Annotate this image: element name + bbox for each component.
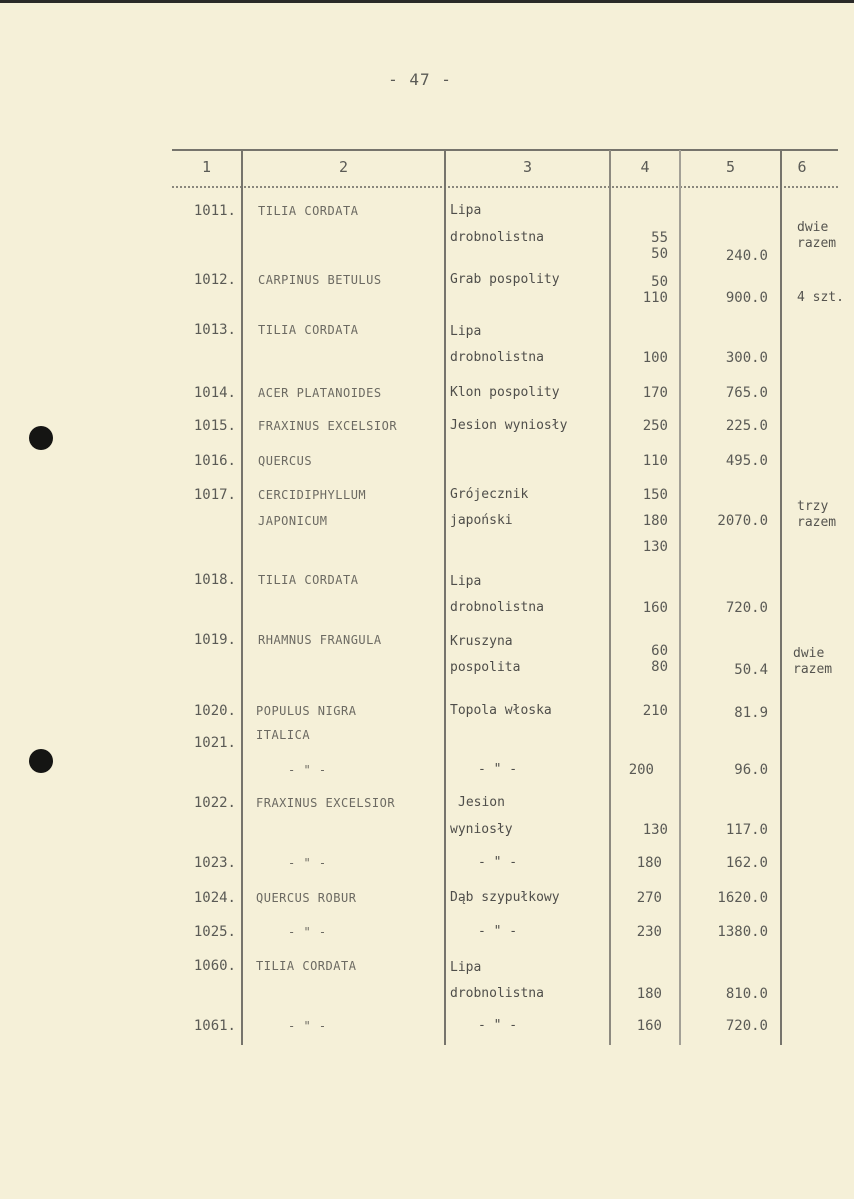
polish-name: Lipa <box>450 960 482 975</box>
polish-name: drobnolistna <box>450 600 544 615</box>
remark: trzy <box>797 499 829 514</box>
latin-name: QUERCUS <box>258 454 313 468</box>
latin-name: JAPONICUM <box>258 514 328 528</box>
remark: dwie <box>793 646 825 661</box>
polish-name: japoński <box>450 513 513 528</box>
latin-name: QUERCUS ROBUR <box>256 891 357 905</box>
row-number: 1013. <box>193 322 236 338</box>
value-cell: 1380.0 <box>717 924 768 940</box>
remark: 4 szt. <box>797 290 844 305</box>
value-cell: 240.0 <box>725 248 768 264</box>
latin-name: ACER PLATANOIDES <box>258 386 382 400</box>
latin-name: FRAXINUS EXCELSIOR <box>256 796 396 810</box>
height-value: 200 <box>628 762 654 778</box>
value-cell: 96.0 <box>734 762 768 778</box>
value-cell: 2070.0 <box>717 513 768 529</box>
ditto-mark: - " - <box>478 924 518 939</box>
height-value: 230 <box>636 924 662 940</box>
polish-name: Kruszyna <box>450 634 513 649</box>
latin-name: POPULUS NIGRA <box>256 704 357 718</box>
header-col-6: 6 <box>797 158 807 176</box>
value-cell: 495.0 <box>725 453 768 469</box>
row-number: 1011. <box>193 203 236 219</box>
height-value: 150 <box>642 487 668 503</box>
row-number: 1014. <box>193 385 236 401</box>
height-value: 55 <box>651 230 668 246</box>
row-number: 1012. <box>193 272 236 288</box>
height-value: 60 <box>651 643 668 659</box>
page-number: - 47 - <box>388 70 452 89</box>
polish-name: Grójecznik <box>450 487 529 502</box>
polish-name: drobnolistna <box>450 350 544 365</box>
header-col-4: 4 <box>640 158 650 176</box>
height-value: 180 <box>642 513 668 529</box>
ditto-mark: - " - <box>288 763 327 777</box>
polish-name: Jesion wyniosły <box>450 418 568 433</box>
remark: razem <box>793 662 833 677</box>
remark: razem <box>797 236 837 251</box>
ditto-mark: - " - <box>288 856 327 870</box>
value-cell: 720.0 <box>725 1018 768 1034</box>
row-number: 1025. <box>193 924 236 940</box>
header-col-5: 5 <box>725 158 736 176</box>
height-value: 180 <box>636 855 662 871</box>
polish-name: drobnolistna <box>450 986 544 1001</box>
polish-name: Dąb szypułkowy <box>450 890 560 905</box>
height-value: 210 <box>642 703 668 719</box>
latin-name: TILIA CORDATA <box>256 959 357 973</box>
row-number: 1019. <box>193 632 236 648</box>
value-cell: 1620.0 <box>717 890 768 906</box>
row-number: 1061. <box>193 1018 236 1034</box>
value-cell: 225.0 <box>725 418 768 434</box>
latin-name: TILIA CORDATA <box>258 573 359 587</box>
row-number: 1060. <box>193 958 236 974</box>
row-number: 1018. <box>193 572 236 588</box>
value-cell: 765.0 <box>725 385 768 401</box>
latin-name: FRAXINUS EXCELSIOR <box>258 419 398 433</box>
header-col-1: 1 <box>201 158 212 176</box>
row-number: 1022. <box>193 795 236 811</box>
polish-name: Lipa <box>450 324 482 339</box>
height-value: 180 <box>636 986 662 1002</box>
row-number: 1017. <box>193 487 236 503</box>
header-col-2: 2 <box>338 158 349 176</box>
punch-hole <box>29 426 53 450</box>
height-value: 80 <box>651 659 668 675</box>
ditto-mark: - " - <box>478 1018 518 1033</box>
remark: dwie <box>797 220 829 235</box>
remark: razem <box>797 515 837 530</box>
ditto-mark: - " - <box>288 1019 327 1033</box>
punch-hole <box>29 749 53 773</box>
polish-name: Grab pospolity <box>450 272 560 287</box>
value-cell: 900.0 <box>725 290 768 306</box>
height-value: 130 <box>642 822 668 838</box>
height-value: 270 <box>636 890 662 906</box>
latin-name: ITALICA <box>256 728 311 742</box>
height-value: 110 <box>642 290 668 306</box>
polish-name: Lipa <box>450 574 482 589</box>
polish-name: Jesion <box>458 795 505 810</box>
scan-edge <box>0 0 854 3</box>
row-number: 1021. <box>193 735 236 751</box>
ditto-mark: - " - <box>478 762 518 777</box>
polish-name: Topola włoska <box>450 703 552 718</box>
row-number: 1016. <box>193 453 236 469</box>
value-cell: 162.0 <box>725 855 768 871</box>
latin-name: TILIA CORDATA <box>258 323 359 337</box>
height-value: 110 <box>642 453 668 469</box>
polish-name: Klon pospolity <box>450 385 560 400</box>
row-number: 1024. <box>193 890 236 906</box>
ditto-mark: - " - <box>478 855 518 870</box>
polish-name: drobnolistna <box>450 230 544 245</box>
polish-name: wyniosły <box>450 822 513 837</box>
latin-name: CARPINUS BETULUS <box>258 273 382 287</box>
height-value: 160 <box>642 600 668 616</box>
row-number: 1023. <box>193 855 236 871</box>
polish-name: pospolita <box>450 660 521 675</box>
value-cell: 81.9 <box>734 705 768 721</box>
height-value: 160 <box>636 1018 662 1034</box>
height-value: 170 <box>642 385 668 401</box>
header-col-3: 3 <box>522 158 533 176</box>
row-number: 1015. <box>193 418 236 434</box>
value-cell: 50.4 <box>734 662 768 678</box>
value-cell: 720.0 <box>725 600 768 616</box>
latin-name: CERCIDIPHYLLUM <box>258 488 367 502</box>
row-number: 1020. <box>193 703 236 719</box>
value-cell: 300.0 <box>725 350 768 366</box>
height-value: 250 <box>642 418 668 434</box>
height-value: 100 <box>642 350 668 366</box>
ditto-mark: - " - <box>288 925 327 939</box>
latin-name: TILIA CORDATA <box>258 204 359 218</box>
height-value: 50 <box>651 274 668 290</box>
height-value: 130 <box>642 539 668 555</box>
polish-name: Lipa <box>450 203 482 218</box>
latin-name: RHAMNUS FRANGULA <box>258 633 382 647</box>
height-value: 50 <box>651 246 668 262</box>
value-cell: 117.0 <box>725 822 768 838</box>
value-cell: 810.0 <box>725 986 768 1002</box>
